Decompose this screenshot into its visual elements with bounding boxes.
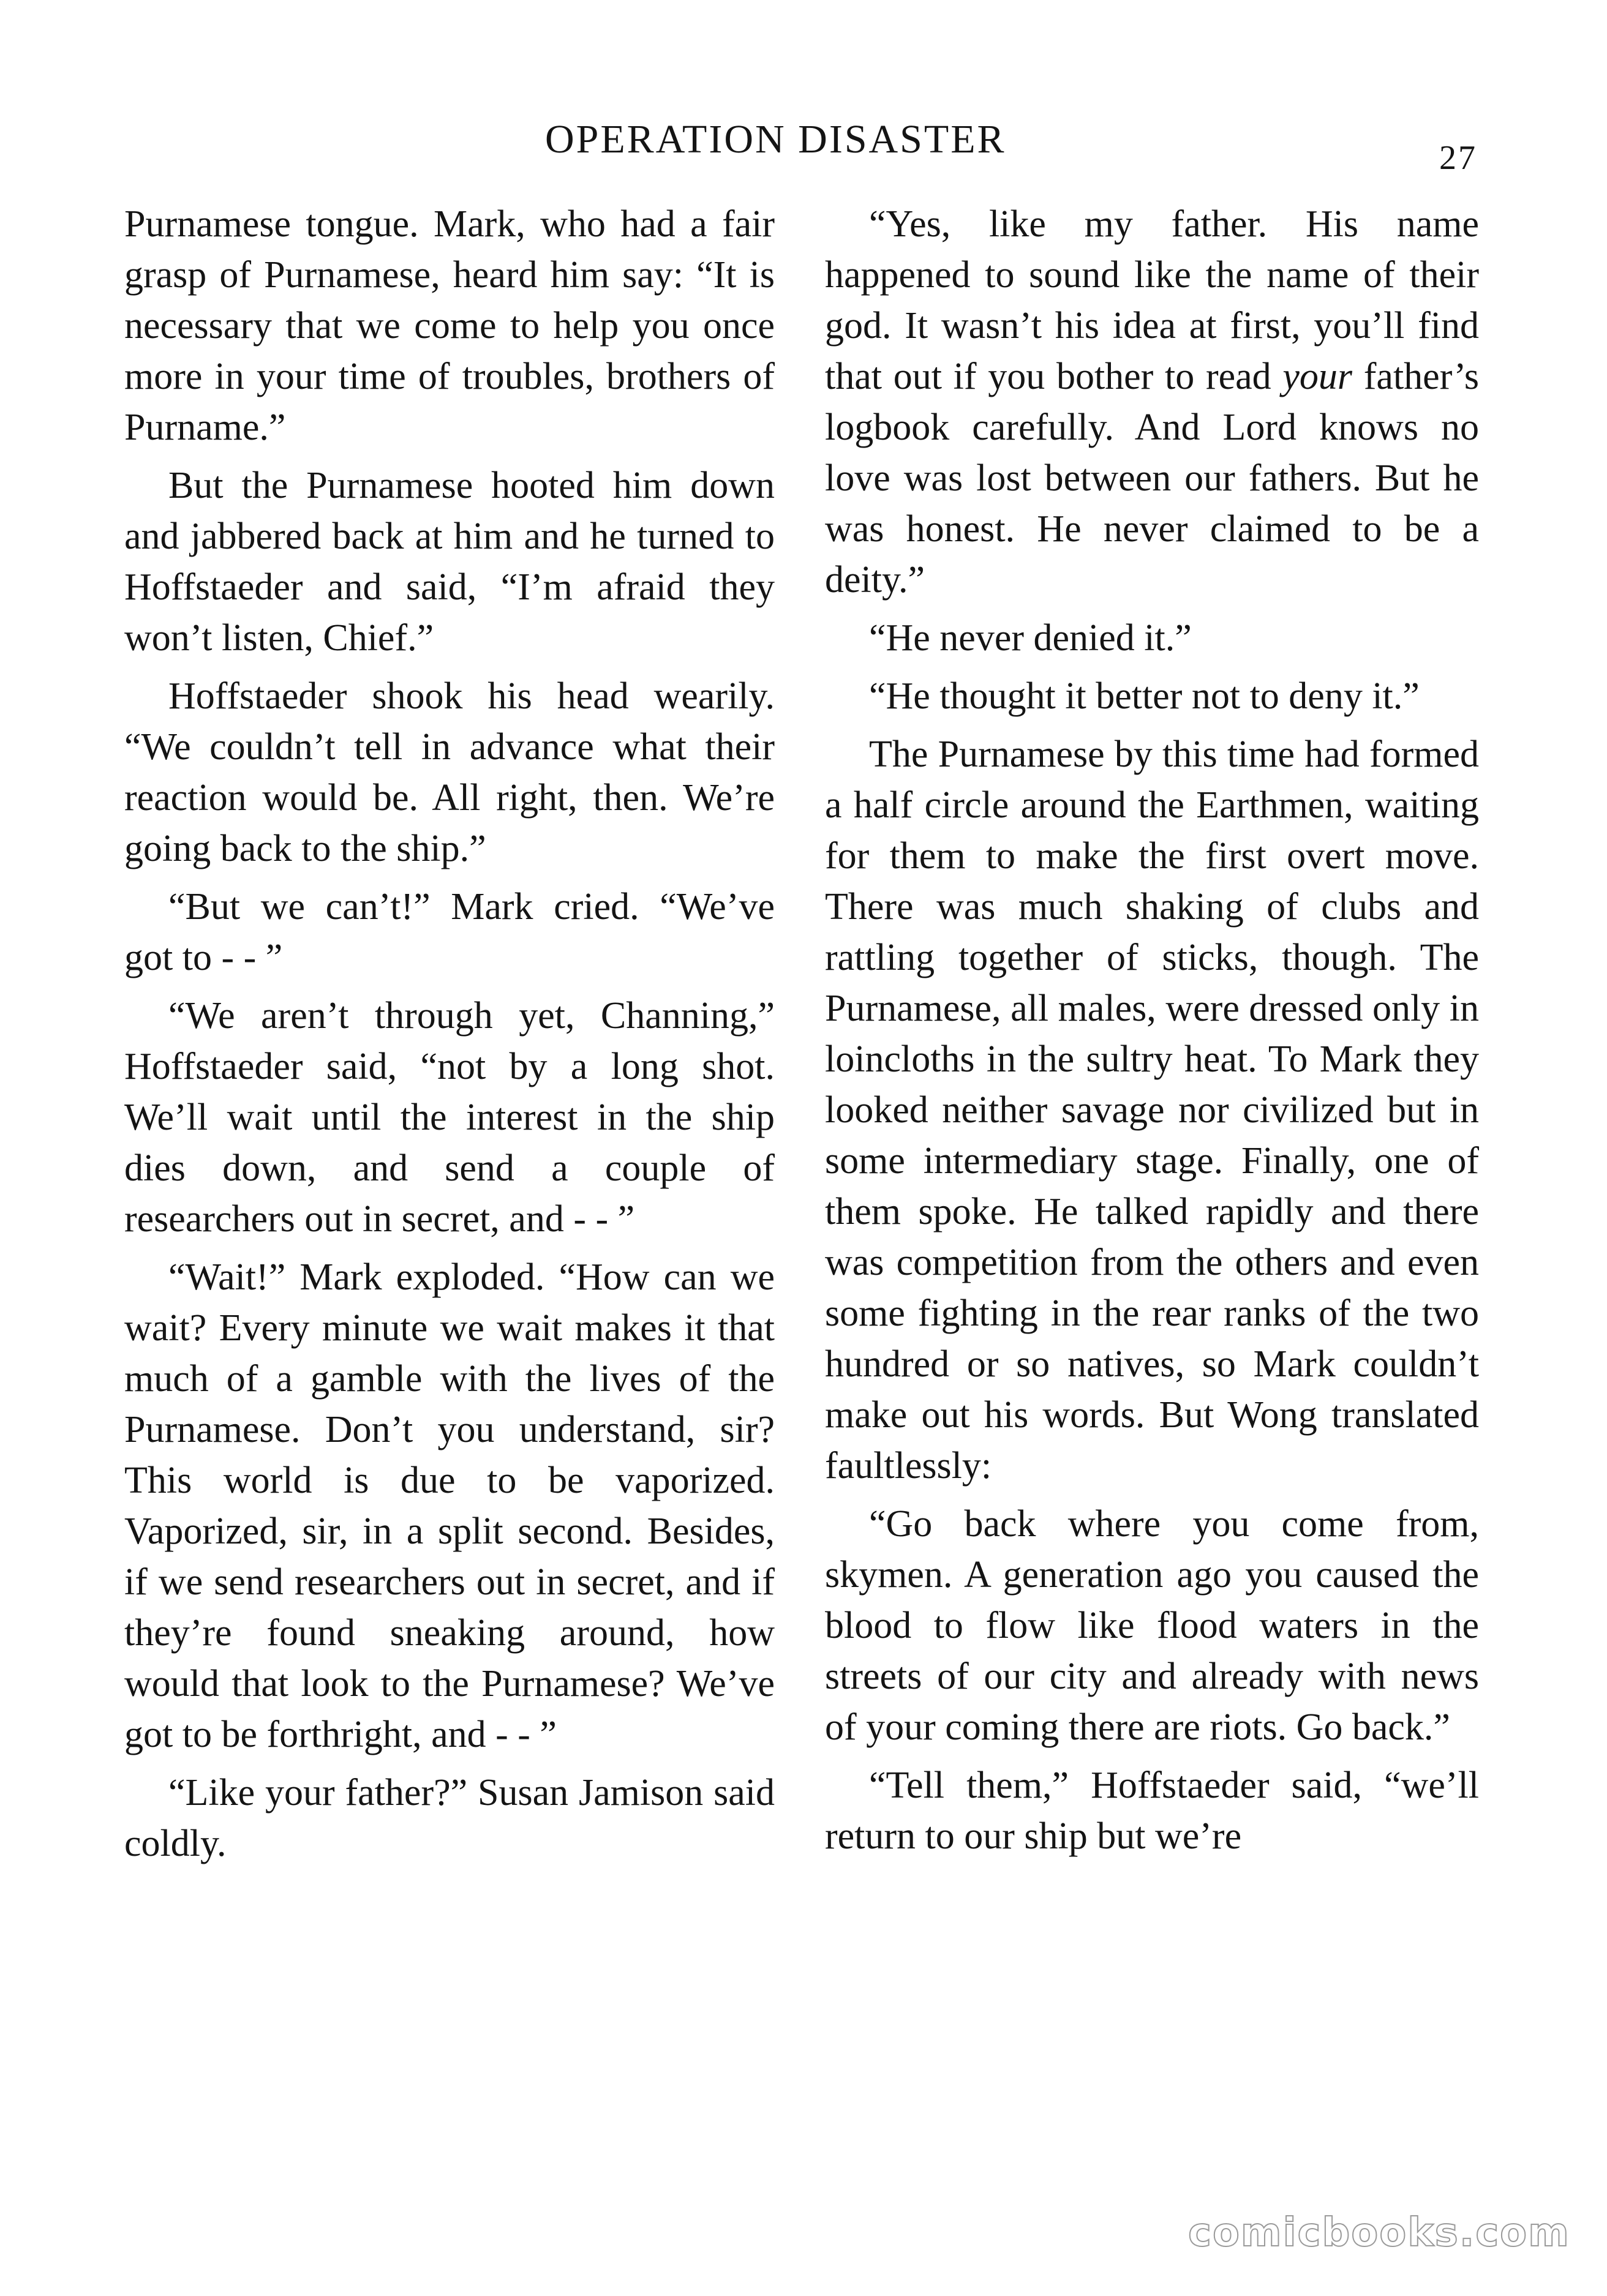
paragraph: Hoffstaeder shook his head wearily. “We couldn’t tell in advance what their reaction would be. All right, then. We’re going back to the ship.” (124, 675, 775, 869)
italic-word: your (1282, 356, 1353, 397)
paragraph: Purnamese tongue. Mark, who had a fair grasp of Purnamese, heard him say: “It is necessary that we come to help you once more in your time of troubles, brothers of Purname.” (124, 203, 775, 448)
paragraph: “He thought it better not to deny it.” (869, 675, 1420, 717)
paragraph (825, 199, 1479, 606)
paragraph-text: father’s logbook carefully. And Lord knows no love was lost between our fathers. But he was honest. He never claimed to be a deity.” (825, 356, 1479, 601)
paragraph: “Go back where you come from, skymen. A generation ago you caused the blood to flow like flood waters in the streets of our city and already with news of your coming there are riots. Go back.” (825, 1503, 1479, 1748)
page-number: 27 (1439, 139, 1477, 177)
paragraph: “Tell them,” Hoffstaeder said, “we’ll return to our ship but we’re (825, 1765, 1479, 1857)
paragraph: The Purnamese by this time had formed a half circle around the Earthmen, waiting for them to make the first overt move. There was much shaking of clubs and rattling together of sticks, though. The Purnamese, all males, were dressed only in loincloths in the sultry heat. To Mark they looked neither savage nor civilized but in some intermediary stage. Finally, one of them spoke. He talked rapidly and there was competition from the others and even some fighting in the rear ranks of the two hundred or so natives, so Mark couldn’t make out his words. But Wong translated faultlessly: (825, 733, 1479, 1487)
paragraph: But the Purnamese hooted him down and jabbered back at him and he turned to Hoffstaeder and said, “I’m afraid they won’t listen, Chief.” (124, 465, 775, 659)
running-head: OPERATION DISASTER (545, 117, 1006, 162)
paragraph: “But we can’t!” Mark cried. “We’ve got to - - ” (124, 886, 775, 978)
paragraph: “Wait!” Mark exploded. “How can we wait? Every minute we wait makes it that much of a gamble with the lives of the Purnamese. Don’t you understand, sir? This world is due to be vaporized. Vaporized, sir, in a split second. Besides, if we send researchers out in secret, and if they’re found sneaking around, how would that look to the Purnamese? We’ve got to be forthright, and - - ” (124, 1256, 775, 1755)
right-column (825, 199, 1479, 1869)
left-column (124, 199, 775, 1877)
paragraph: “Like your father?” Susan Jamison said coldly. (124, 1772, 775, 1864)
paragraph: “We aren’t through yet, Channing,” Hoffstaeder said, “not by a long shot. We’ll wait until the interest in the ship dies down, and send a couple of researchers out in secret, and - - ” (124, 995, 775, 1240)
paragraph: “He never denied it.” (869, 617, 1192, 659)
paragraph-text: “Yes, like my father. His name happened to sound like the name of their god. It wasn’t his idea at first, you’ll find that out if you bother to read (825, 203, 1479, 397)
site-watermark: comicbooks.com (1188, 2210, 1570, 2256)
